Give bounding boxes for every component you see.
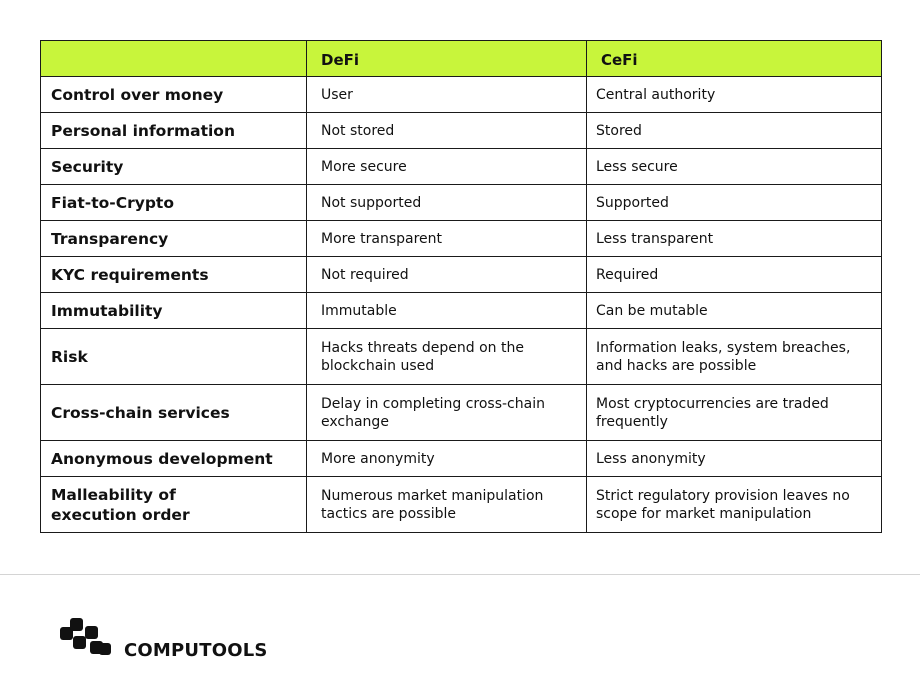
table-row	[41, 149, 882, 185]
table-row	[41, 477, 882, 533]
table-row	[41, 113, 882, 149]
row-defi-value: Not stored	[307, 113, 587, 149]
row-defi-value: More secure	[307, 149, 587, 185]
table-row	[41, 257, 882, 293]
brand-name: COMPUTOOLS	[124, 640, 268, 661]
row-criterion: Personal information	[41, 113, 307, 149]
row-defi-value: User	[307, 77, 587, 113]
table-row	[41, 293, 882, 329]
table-row	[41, 385, 882, 441]
table-header-row	[41, 41, 882, 77]
row-cefi-value: Less anonymity	[587, 441, 882, 477]
row-criterion: Control over money	[41, 77, 307, 113]
row-defi-value: Not required	[307, 257, 587, 293]
row-defi-value: More anonymity	[307, 441, 587, 477]
row-cefi-value: Central authority	[587, 77, 882, 113]
row-defi-value: Delay in completing cross-chain exchange	[307, 385, 587, 441]
row-defi-value: Numerous market manipulation tactics are possible	[307, 477, 587, 533]
row-criterion: Cross-chain services	[41, 385, 307, 441]
row-criterion: Anonymous development	[41, 441, 307, 477]
table-row	[41, 185, 882, 221]
row-cefi-value: Stored	[587, 113, 882, 149]
row-cefi-value: Most cryptocurrencies are traded frequently	[587, 385, 882, 441]
row-criterion: Risk	[41, 329, 307, 385]
comparison-table	[40, 40, 882, 533]
row-cefi-value: Information leaks, system breaches, and hacks are possible	[587, 329, 882, 385]
row-cefi-value: Required	[587, 257, 882, 293]
row-defi-value: Not supported	[307, 185, 587, 221]
table-row	[41, 221, 882, 257]
row-defi-value: More transparent	[307, 221, 587, 257]
row-cefi-value: Can be mutable	[587, 293, 882, 329]
header-criterion	[41, 41, 307, 77]
row-criterion: Malleability of execution order	[41, 477, 307, 533]
header-cefi: CeFi	[587, 41, 882, 77]
row-criterion: KYC requirements	[41, 257, 307, 293]
row-defi-value: Hacks threats depend on the blockchain used	[307, 329, 587, 385]
row-cefi-value: Less secure	[587, 149, 882, 185]
header-defi: DeFi	[307, 41, 587, 77]
table-row	[41, 441, 882, 477]
table-row	[41, 77, 882, 113]
row-criterion: Immutability	[41, 293, 307, 329]
row-cefi-value: Strict regulatory provision leaves no scope for market manipulation	[587, 477, 882, 533]
row-criterion: Security	[41, 149, 307, 185]
row-cefi-value: Supported	[587, 185, 882, 221]
row-criterion: Transparency	[41, 221, 307, 257]
computools-logo-icon	[60, 618, 112, 656]
row-cefi-value: Less transparent	[587, 221, 882, 257]
table-row	[41, 329, 882, 385]
row-criterion: Fiat-to-Crypto	[41, 185, 307, 221]
footer-divider	[0, 574, 920, 575]
row-defi-value: Immutable	[307, 293, 587, 329]
